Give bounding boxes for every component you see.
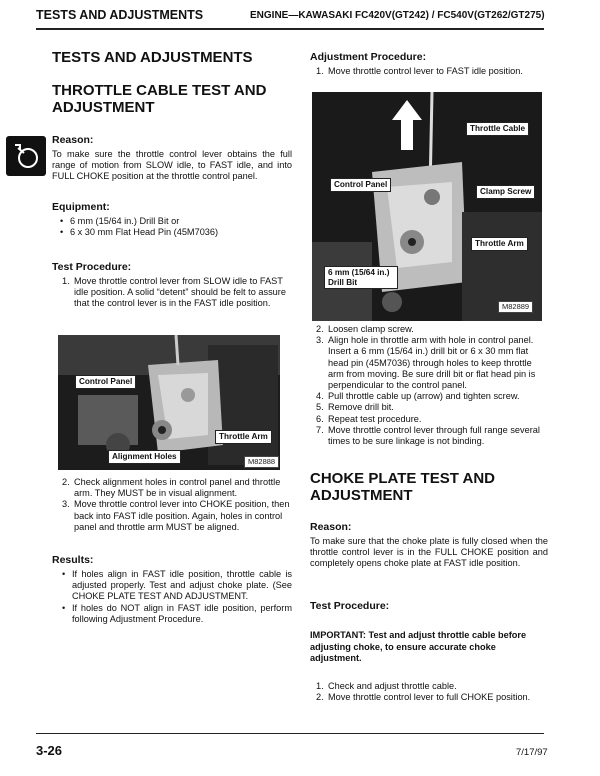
running-header-engine: ENGINE—KAWASAKI FC420V(GT242) / FC540V(GT262/GT275) bbox=[250, 10, 545, 21]
label-throttle-arm: Throttle Arm bbox=[471, 237, 528, 251]
choke-test-heading: Test Procedure: bbox=[310, 600, 390, 612]
list-item: 1. Check and adjust throttle cable. bbox=[316, 681, 457, 691]
label-control-panel: Control Panel bbox=[75, 375, 136, 389]
label-control-panel: Control Panel bbox=[330, 178, 391, 192]
adjustment-procedure-heading: Adjustment Procedure: bbox=[310, 51, 427, 63]
equipment-list bbox=[60, 216, 290, 238]
label-clamp-screw: Clamp Screw bbox=[476, 185, 535, 199]
list-item: 1. Move throttle control lever from SLOW idle to FAST idle position. A solid “detent” should be felt to assure that the control lever is in the FAST idle position. bbox=[62, 276, 286, 309]
list-item: • 6 x 30 mm Flat Head Pin (45M7036) bbox=[60, 227, 290, 238]
important-note: IMPORTANT: Test and adjust throttle cable before adjusting choke, to ensure accurate choke adjustment. bbox=[310, 630, 527, 663]
main-title: TESTS AND ADJUSTMENTS bbox=[52, 49, 253, 66]
label-drill-bit: 6 mm (15/64 in.) Drill Bit bbox=[324, 266, 398, 289]
label-throttle-arm: Throttle Arm bbox=[215, 430, 272, 444]
results-heading: Results: bbox=[52, 554, 94, 566]
page-number: 3-26 bbox=[36, 743, 63, 758]
label-alignment-holes: Alignment Holes bbox=[108, 450, 181, 464]
results-list bbox=[62, 569, 292, 625]
running-header-section: TESTS AND ADJUSTMENTS bbox=[36, 8, 204, 22]
test-steps-list-2 bbox=[62, 477, 292, 533]
list-item: • 6 mm (15/64 in.) Drill Bit or bbox=[60, 216, 290, 227]
photo-throttle-alignment bbox=[58, 335, 280, 470]
list-item: 5. Remove drill bit. bbox=[316, 402, 394, 413]
label-throttle-cable: Throttle Cable bbox=[466, 122, 529, 136]
list-item: 2. Move throttle control lever to full CHOKE position. bbox=[316, 692, 531, 703]
test-procedure-heading: Test Procedure: bbox=[52, 261, 132, 273]
choke-steps-list bbox=[316, 681, 548, 703]
adjustment-steps-list bbox=[316, 66, 546, 77]
equipment-heading: Equipment: bbox=[52, 201, 110, 213]
section-title-choke: CHOKE PLATE TEST AND ADJUSTMENT bbox=[310, 470, 496, 504]
list-item: 2. Loosen clamp screw. bbox=[316, 324, 414, 334]
adjustment-steps-list-2 bbox=[316, 324, 548, 447]
test-steps-list bbox=[62, 276, 292, 310]
list-item: • If holes align in FAST idle position, throttle cable is adjusted properly. Test and adjust choke plate. (See CHOKE PLATE TEST AND ADJUSTMENT. bbox=[62, 569, 292, 603]
section-title-throttle: THROTTLE CABLE TEST AND ADJUSTMENT bbox=[52, 82, 267, 116]
list-item: 7. Move throttle control lever through full range several times to be sure linkage is not binding. bbox=[316, 424, 540, 447]
list-item: 2. Check alignment holes in control panel and throttle arm. They MUST be in visual alignment. bbox=[62, 477, 281, 499]
engine-tab-icon bbox=[6, 136, 46, 176]
list-item: 4. Pull throttle cable up (arrow) and tighten screw. bbox=[316, 391, 520, 402]
figure-code: M82889 bbox=[498, 301, 533, 313]
engine-icon bbox=[6, 136, 46, 176]
photo-throttle-cable bbox=[312, 92, 542, 321]
footer-rule bbox=[36, 733, 544, 734]
list-item: 3. Move throttle control lever into CHOKE position, then back into FAST idle position. Again, holes in control panel and throttle arm MUST be aligned. bbox=[62, 499, 290, 532]
list-item: 1. Move throttle control lever to FAST idle position. bbox=[316, 66, 523, 76]
figure-code: M82888 bbox=[244, 456, 279, 468]
list-item: 3. Align hole in throttle arm with hole in control panel. Insert a 6 mm (15/64 in.) drill bit or 6 x 30 mm flat head pin (45M7036) through holes to keep throttle arm from moving. Be sure drill bit or flat head pin is perpendicular to the control panel. bbox=[316, 335, 536, 391]
choke-reason-heading: Reason: bbox=[310, 521, 352, 533]
header-rule bbox=[36, 28, 544, 30]
list-item: • If holes do NOT align in FAST idle position, perform following Adjustment Procedure. bbox=[62, 603, 292, 625]
list-item: 6. Repeat test procedure. bbox=[316, 413, 422, 424]
revision-date: 7/17/97 bbox=[516, 747, 548, 758]
reason-heading: Reason: bbox=[52, 134, 94, 146]
choke-reason-text: To make sure that the choke plate is fully closed when the throttle control lever is in the FULL CHOKE position and completely opens choke plate at FAST idle position. bbox=[310, 536, 548, 569]
reason-text: To make sure the throttle control lever obtains the full range of motion from SLOW idle, to FAST idle, and into FULL CHOKE position at the throttle control panel. bbox=[52, 149, 292, 182]
